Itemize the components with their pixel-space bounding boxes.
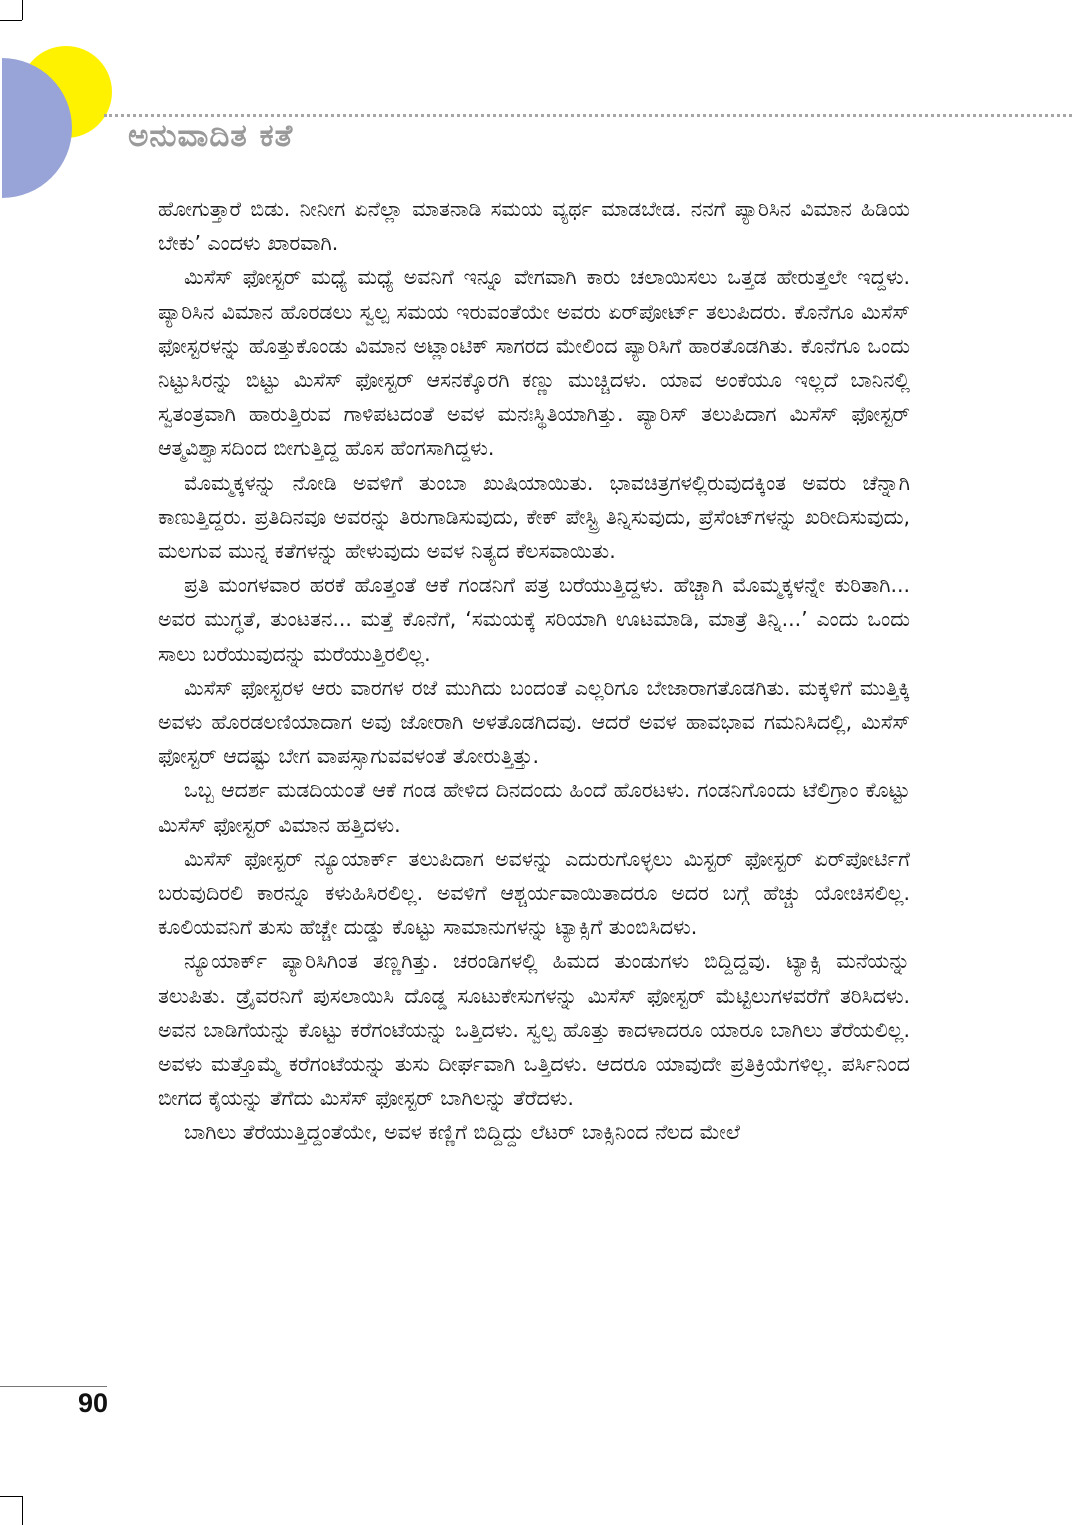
crop-mark-bottom-left-h [0, 1496, 22, 1497]
paragraph-8: ನ್ಯೂಯಾರ್ಕ್ ಪ್ಯಾರಿಸಿಗಿಂತ ತಣ್ಣಗಿತ್ತು. ಚರಂಡಿಗಳಲ್ಲಿ ಹಿಮದ ತುಂಡುಗಳು ಬಿದ್ದಿದ್ದವು. ಟ್ಯಾಕ್ಸಿ ಮನೆಯನ್ನು ತಲುಪಿತು. ಡ್ರೈವರನಿಗೆ ಪುಸಲಾಯಿಸಿ ದೊಡ್ಡ ಸೂಟುಕೇಸುಗಳನ್ನು ಮಿಸೆಸ್ ಫೋಸ್ಟರ್ ಮೆಟ್ಟಿಲುಗಳವರೆಗೆ ತರಿಸಿದಳು. ಅವನ ಬಾಡಿಗೆಯನ್ನು ಕೊಟ್ಟು ಕರೆಗಂಟೆಯನ್ನು ಒತ್ತಿದಳು. ಸ್ವಲ್ಪ ಹೊತ್ತು ಕಾದಳಾದರೂ ಯಾರೂ ಬಾಗಿಲು ತೆರೆಯಲಿಲ್ಲ. ಅವಳು ಮತ್ತೊಮ್ಮೆ ಕರೆಗಂಟೆಯನ್ನು ತುಸು ದೀರ್ಘವಾಗಿ ಒತ್ತಿದಳು. ಆದರೂ ಯಾವುದೇ ಪ್ರತಿಕ್ರಿಯೆಗಳಿಲ್ಲ. ಪರ್ಸಿನಿಂದ ಬೀಗದ ಕೈಯನ್ನು ತೆಗೆದು ಮಿಸೆಸ್ ಫೋಸ್ಟರ್ ಬಾಗಿಲನ್ನು ತೆರೆದಳು. [158, 949, 910, 1111]
header-decoration [0, 0, 120, 210]
paragraph-1: ಹೋಗುತ್ತಾರೆ ಬಿಡು. ನೀನೀಗ ಏನೆಲ್ಲಾ ಮಾತನಾಡಿ ಸಮಯ ವ್ಯರ್ಥ ಮಾಡಬೇಡ. ನನಗೆ ಪ್ಯಾರಿಸಿನ ವಿಮಾನ ಹಿಡಿಯ ಬೇಕು’ ಎಂದಳು ಖಾರವಾಗಿ. [158, 197, 910, 256]
paragraph-7: ಮಿಸೆಸ್ ಫೋಸ್ಟರ್ ನ್ಯೂಯಾರ್ಕ್ ತಲುಪಿದಾಗ ಅವಳನ್ನು ಎದುರುಗೊಳ್ಳಲು ಮಿಸ್ಟರ್ ಫೋಸ್ಟರ್ ಏರ್‌ಪೋರ್ಟಿಗೆ ಬರುವುದಿರಲಿ ಕಾರನ್ನೂ ಕಳುಹಿಸಿರಲಿಲ್ಲ. ಅವಳಿಗೆ ಆಶ್ಚರ್ಯವಾಯಿತಾದರೂ ಅದರ ಬಗ್ಗೆ ಹೆಚ್ಚು ಯೋಚಿಸಲಿಲ್ಲ. ಕೂಲಿಯವನಿಗೆ ತುಸು ಹೆಚ್ಚೇ ದುಡ್ಡು ಕೊಟ್ಟು ಸಾಮಾನುಗಳನ್ನು ಟ್ಯಾಕ್ಸಿಗೆ ತುಂಬಿಸಿದಳು. [158, 846, 910, 940]
page-number: 90 [78, 1388, 109, 1418]
paragraph-4: ಪ್ರತಿ ಮಂಗಳವಾರ ಹರಕೆ ಹೊತ್ತಂತೆ ಆಕೆ ಗಂಡನಿಗೆ ಪತ್ರ ಬರೆಯುತ್ತಿದ್ದಳು. ಹೆಚ್ಚಾಗಿ ಮೊಮ್ಮಕ್ಕಳನ್ನೇ ಕುರಿತಾಗಿ... ಅವರ ಮುಗ್ಧತೆ, ತುಂಟತನ... ಮತ್ತೆ ಕೊನೆಗೆ, ‘ಸಮಯಕ್ಕೆ ಸರಿಯಾಗಿ ಊಟಮಾಡಿ, ಮಾತ್ರೆ ತಿನ್ನಿ...’ ಎಂದು ಒಂದು ಸಾಲು ಬರೆಯುವುದನ್ನು ಮರೆಯುತ್ತಿರಲಿಲ್ಲ. [158, 573, 910, 666]
paragraph-3: ಮೊಮ್ಮಕ್ಕಳನ್ನು ನೋಡಿ ಅವಳಿಗೆ ತುಂಬಾ ಖುಷಿಯಾಯಿತು. ಭಾವಚಿತ್ರಗಳಲ್ಲಿರುವುದಕ್ಕಿಂತ ಅವರು ಚೆನ್ನಾಗಿ ಕಾಣುತ್ತಿದ್ದರು. ಪ್ರತಿದಿನವೂ ಅವರನ್ನು ತಿರುಗಾಡಿಸುವುದು, ಕೇಕ್ ಪೇಸ್ಟ್ರಿ ತಿನ್ನಿಸುವುದು, ಪ್ರೆಸೆಂಟ್‌ಗಳನ್ನು ಖರೀದಿಸುವುದು, ಮಲಗುವ ಮುನ್ನ ಕತೆಗಳನ್ನು ಹೇಳುವುದು ಅವಳ ನಿತ್ಯದ ಕೆಲಸವಾಯಿತು. [158, 470, 910, 564]
footer-rule [0, 1386, 107, 1387]
story-body [158, 192, 910, 1150]
section-title: ಅನುವಾದಿತ ಕತೆ [128, 118, 294, 154]
header-dotted-rule [104, 114, 1072, 117]
paragraph-5: ಮಿಸೆಸ್ ಫೋಸ್ಟರಳ ಆರು ವಾರಗಳ ರಜೆ ಮುಗಿದು ಬಂದಂತೆ ಎಲ್ಲರಿಗೂ ಬೇಜಾರಾಗತೊಡಗಿತು. ಮಕ್ಕಳಿಗೆ ಮುತ್ತಿಕ್ಕಿ ಅವಳು ಹೊರಡಲಣಿಯಾದಾಗ ಅವು ಜೋರಾಗಿ ಅಳತೊಡಗಿದವು. ಆದರೆ ಅವಳ ಹಾವಭಾವ ಗಮನಿಸಿದಲ್ಲಿ, ಮಿಸೆಸ್ ಫೋಸ್ಟರ್ ಆದಷ್ಟು ಬೇಗ ವಾಪಸ್ಸಾಗುವವಳಂತೆ ತೋರುತ್ತಿತ್ತು. [158, 675, 910, 769]
paragraph-6: ಒಬ್ಬ ಆದರ್ಶ ಮಡದಿಯಂತೆ ಆಕೆ ಗಂಡ ಹೇಳಿದ ದಿನದಂದು ಹಿಂದೆ ಹೊರಟಳು. ಗಂಡನಿಗೊಂದು ಟೆಲಿಗ್ರಾಂ ಕೊಟ್ಟು ಮಿಸೆಸ್ ಫೋಸ್ಟರ್ ವಿಮಾನ ಹತ್ತಿದಳು. [158, 778, 910, 837]
paragraph-9: ಬಾಗಿಲು ತೆರೆಯುತ್ತಿದ್ದಂತೆಯೇ, ಅವಳ ಕಣ್ಣಿಗೆ ಬಿದ್ದಿದ್ದು ಲೆಟರ್ ಬಾಕ್ಸಿನಿಂದ ನೆಲದ ಮೇಲೆ [184, 1120, 740, 1145]
crop-mark-bottom-left-v [22, 1496, 23, 1525]
paragraph-2: ಮಿಸೆಸ್ ಫೋಸ್ಟರ್ ಮಧ್ಯೆ ಮಧ್ಯೆ ಅವನಿಗೆ ಇನ್ನೂ ವೇಗವಾಗಿ ಕಾರು ಚಲಾಯಿಸಲು ಒತ್ತಡ ಹೇರುತ್ತಲೇ ಇದ್ದಳು. ಪ್ಯಾರಿಸಿನ ವಿಮಾನ ಹೊರಡಲು ಸ್ವಲ್ಪ ಸಮಯ ಇರುವಂತೆಯೇ ಅವರು ಏರ್‌ಪೋರ್ಟ್ ತಲುಪಿದರು. ಕೊನೆಗೂ ಮಿಸೆಸ್ ಫೋಸ್ಟರಳನ್ನು ಹೊತ್ತುಕೊಂಡು ವಿಮಾನ ಅಟ್ಲಾಂಟಿಕ್ ಸಾಗರದ ಮೇಲಿಂದ ಪ್ಯಾರಿಸಿಗೆ ಹಾರತೊಡಗಿತು. ಕೊನೆಗೂ ಒಂದು ನಿಟ್ಟುಸಿರನ್ನು ಬಿಟ್ಟು ಮಿಸೆಸ್ ಫೋಸ್ಟರ್ ಆಸನಕ್ಕೊರಗಿ ಕಣ್ಣು ಮುಚ್ಚಿದಳು. ಯಾವ ಅಂಕೆಯೂ ಇಲ್ಲದೆ ಬಾನಿನಲ್ಲಿ ಸ್ವತಂತ್ರವಾಗಿ ಹಾರುತ್ತಿರುವ ಗಾಳಿಪಟದಂತೆ ಅವಳ ಮನಃಸ್ಥಿತಿಯಾಗಿತ್ತು. ಪ್ಯಾರಿಸ್ ತಲುಪಿದಾಗ ಮಿಸೆಸ್ ಫೋಸ್ಟರ್ ಆತ್ಮವಿಶ್ವಾಸದಿಂದ ಬೀಗುತ್ತಿದ್ದ ಹೊಸ ಹೆಂಗಸಾಗಿದ್ದಳು. [158, 265, 910, 461]
